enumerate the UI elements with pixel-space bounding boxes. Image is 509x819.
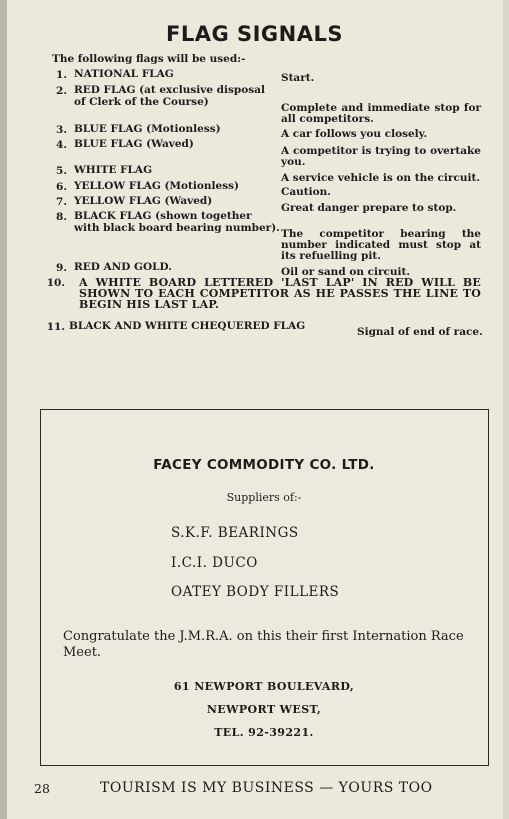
flag-meaning: Oil or sand on circuit. — [281, 266, 411, 278]
flag-name: of Clerk of the Course) — [74, 96, 209, 108]
ad-phone: TEL. 92-39221. — [214, 726, 314, 739]
flag-meaning: The competitor bearing the number indicated must stop at its refuelling pit. — [281, 228, 481, 262]
flag-number: 9. — [56, 262, 67, 274]
flag-number: 3. — [56, 124, 67, 136]
flag-number: 10. — [46, 277, 65, 289]
flag-meaning: A service vehicle is on the circuit. — [281, 172, 480, 184]
page-shadow-right — [503, 0, 509, 819]
ad-product: OATEY BODY FILLERS — [171, 584, 340, 600]
ad-address-line: 61 NEWPORT BOULEVARD, — [173, 680, 355, 693]
flag-number: 1. — [56, 69, 67, 81]
flag-name: BLUE FLAG (Motionless) — [74, 123, 221, 135]
page-title: FLAG SIGNALS — [165, 22, 344, 46]
flag-number: 4. — [56, 139, 67, 151]
ad-suppliers-label: Suppliers of:- — [226, 491, 302, 504]
flag-name: with black board bearing number). — [74, 222, 280, 234]
flag-meaning: Signal of end of race. — [357, 326, 483, 338]
flag-name: WHITE FLAG — [74, 164, 153, 176]
flag-name: NATIONAL FLAG — [74, 68, 174, 80]
intro-text: The following flags will be used:- — [52, 53, 246, 65]
flag-meaning: Complete and immediate stop for all competitors. — [281, 102, 481, 125]
flag-number: 7. — [56, 196, 67, 208]
flag-number: 2. — [56, 85, 67, 97]
page-number: 28 — [34, 781, 50, 796]
flag-name: YELLOW FLAG (Motionless) — [74, 180, 239, 192]
flag-name: BLUE FLAG (Waved) — [74, 138, 194, 150]
flag-name: RED AND GOLD. — [74, 261, 172, 273]
footer-slogan: TOURISM IS MY BUSINESS — YOURS TOO — [100, 780, 433, 796]
advertisement-box — [40, 409, 489, 766]
flag-name: RED FLAG (at exclusive disposal — [74, 84, 265, 96]
flag-meaning: A competitor is trying to overtake you. — [281, 145, 481, 168]
flag-number: 6. — [56, 181, 67, 193]
flag-name: BLACK AND WHITE CHEQUERED FLAG — [69, 320, 306, 332]
flag-meaning: A car follows you closely. — [281, 128, 428, 140]
flag-number: 11. — [46, 321, 65, 333]
flag-meaning: Great danger prepare to stop. — [281, 202, 457, 214]
flag-number: 5. — [56, 165, 67, 177]
page-shadow-left — [0, 0, 7, 819]
flag-meaning: Caution. — [281, 186, 331, 198]
flag-name: BLACK FLAG (shown together — [74, 210, 252, 222]
flag-meaning: Start. — [281, 72, 315, 84]
ad-company-name: FACEY COMMODITY CO. LTD. — [153, 457, 375, 473]
flag-name: YELLOW FLAG (Waved) — [74, 195, 213, 207]
flag-number: 8. — [56, 211, 67, 223]
flag-text: A WHITE BOARD LETTERED 'LAST LAP' IN RED WILL BE SHOWN TO EACH COMPETITOR AS HE PASSES THE LINE TO BEGIN HIS LAST LAP. — [79, 276, 481, 311]
ad-product: I.C.I. DUCO — [171, 555, 258, 571]
ad-congratulations: Congratulate the J.M.R.A. on this their first Internation Race Meet. — [63, 629, 464, 660]
ad-product: S.K.F. BEARINGS — [171, 525, 299, 541]
ad-address-line: NEWPORT WEST, — [206, 703, 322, 716]
